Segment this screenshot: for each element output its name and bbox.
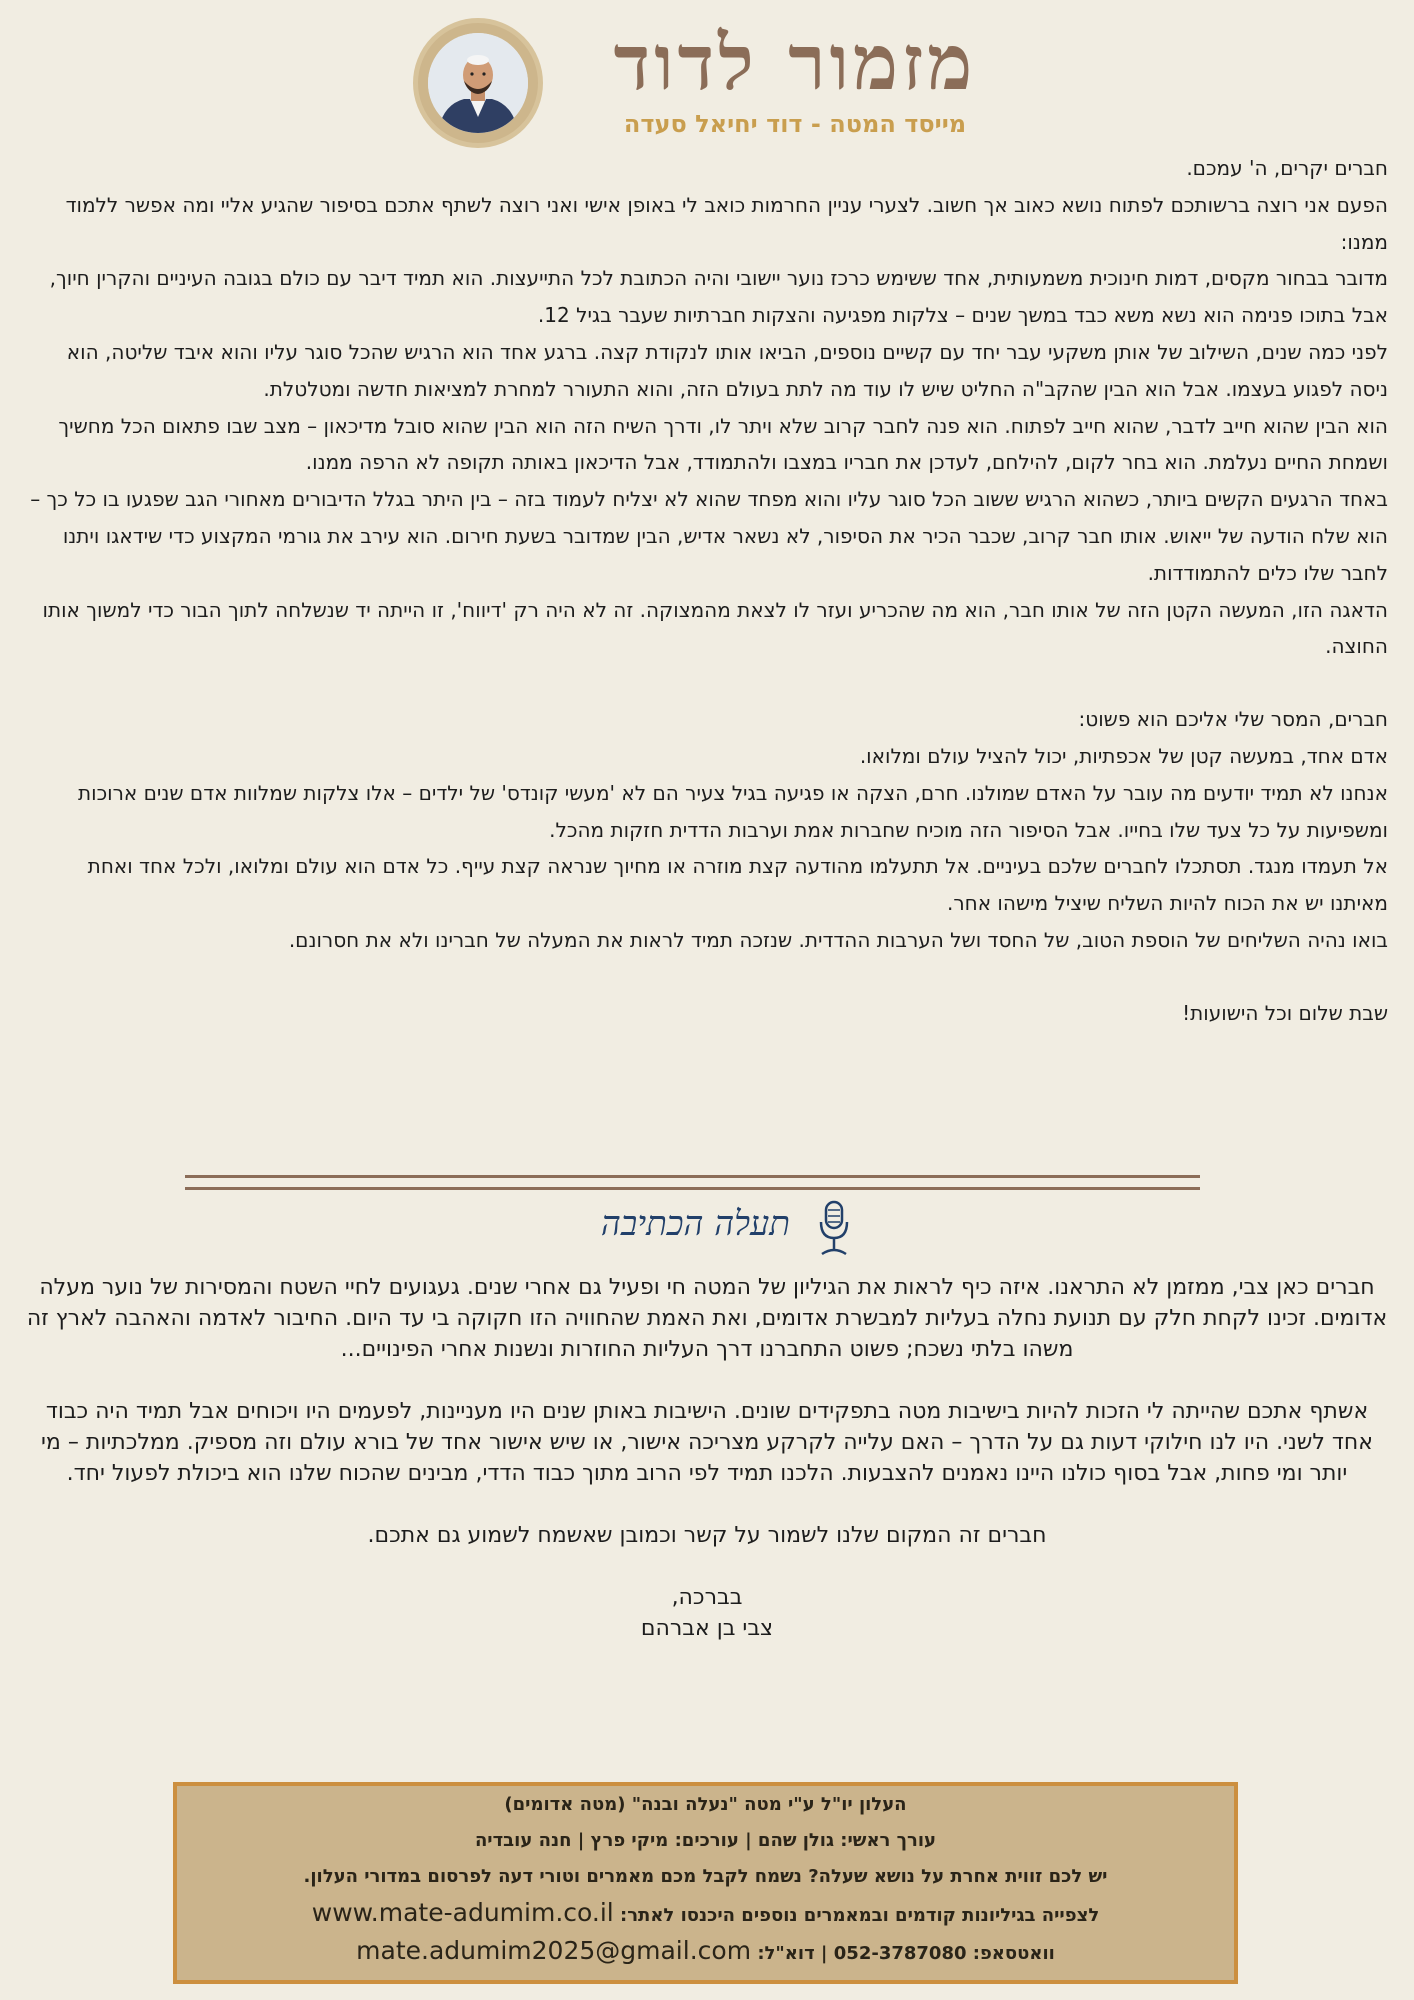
- masthead-subtitle: מייסד המטה - דוד יחיאל סעדה: [623, 110, 967, 138]
- article-paragraph: חברים יקרים, ה' עמכם.: [1186, 156, 1388, 180]
- column-paragraph: חברים זה המקום שלנו לשמור על קשר וכמובן שאשמח לשמוע גם אתכם.: [367, 1523, 1047, 1548]
- footer-publisher: העלון יו"ל ע"י מטה "נעלה ובנה" (מטה אדומים): [504, 1794, 907, 1815]
- article-paragraph: הדאגה הזו, המעשה הקטן הזה של אותו חבר, הוא מה שהכריע ועזר לו לצאת מהמצוקה. זה לא היה רק 'דיווח', זו הייתה יד שנשלחה לתוך הבור כדי למשוך אותו החוצה.: [42, 597, 1388, 659]
- article-paragraph: הוא הבין שהוא חייב לדבר, שהוא חייב לפתוח. הוא פנה לחבר קרוב שלא ויתר לו, ודרך השיח הזה הוא הבין שהוא סובל מדיכאון – מצב שבו פתאום הכל מחשיך ושמחת החיים נעלמת. הוא בחר לקום, להילחם, לעדכן את חבריו במצבו ולהתמודד, אבל הדיכאון באותה תקופה לא הרפה ממנו.: [58, 413, 1388, 475]
- article-paragraph: חברים, המסר שלי אליכם הוא פשוט:: [1078, 707, 1388, 732]
- article-closing: שבת שלום וכל הישועות!: [1182, 1000, 1388, 1025]
- article-paragraph: מדובר בבחור מקסים, דמות חינוכית משמעותית, אחד ששימש כרכז נוער יישובי והיה הכתובת לכל התייעצות. הוא תמיד דיבר עם כולם בגובה העיניים והקרין חיוך, אבל בתוכו פנימה הוא נשא משא כבד במשך שנים – צלקות מפגיעה והצקות חברתיות שעבר בגיל 12.: [49, 266, 1388, 328]
- guest-column: [24, 1272, 1390, 1644]
- masthead: [0, 12, 1414, 154]
- article-paragraph: לפני כמה שנים, השילוב של אותן משקעי עבר יחד עם קשיים נוספים, הביאו אותו לנקודת קצה. ברגע אחד הוא הרגיש שהכל סוגר עליו והוא איבד שליטה, הוא ניסה לפגוע בעצמו. אבל הוא הבין שהקב"ה החליט שיש לו עוד מה לתת בעולם הזה, והוא התעורר למחרת למציאות חדשה ומטלטלת.: [66, 339, 1388, 401]
- avatar: [413, 18, 543, 148]
- divider: [185, 1187, 1200, 1190]
- column-author: צבי בן אברהם: [640, 1616, 774, 1641]
- website-link[interactable]: www.mate-adumim.co.il: [311, 1898, 614, 1927]
- footer-invite: יש לכם זווית אחרת על נושא שעלה? נשמח לקבל מכם מאמרים וטורי דעה לפרסום במדורי העלון.: [303, 1866, 1108, 1887]
- column-signoff: בברכה,: [671, 1585, 743, 1610]
- microphone-icon: [814, 1200, 854, 1260]
- footer-website-label: לצפייה בגיליונות קודמים ובמאמרים נוספים היכנסו לאתר:: [620, 1905, 1100, 1926]
- column-paragraph: חברים כאן צבי, ממזמן לא התראנו. איזה כיף לראות את הגיליון של המטה חי ופעיל גם אחרי שנים. געגועים לחיי השטח והמסירות של נוער מעלה אדומים. זכינו לקחת חלק עם תנועת נחלה בעליות למבשרת אדומים, ואת האמת שהחוויה הזו חקוקה בי עד היום. החיבור לאדמה והאהבה לארץ זה משהו בלתי נשכח; פשוט התחברנו דרך העליות החוזרות ונשנות אחרי הפינויים...: [26, 1275, 1388, 1362]
- divider: [185, 1175, 1200, 1178]
- column-title: תעלה הכתיבה: [600, 1204, 790, 1244]
- footer-contact-label: וואטסאפ: 052-3787080 | דוא"ל:: [757, 1943, 1055, 1964]
- footer-website-line: [177, 1898, 1234, 1927]
- article-paragraph: אנחנו לא תמיד יודעים מה עובר על האדם שמולנו. חרם, הצקה או פגיעה בגיל צעיר הם לא 'מעשי קונדס' של ילדים – אלו צלקות שמלוות אדם שנים ארוכות ומשפיעות על כל צעד שלו בחייו. אבל הסיפור הזה מוכיח שחברות אמת וערבות הדדית חזקות מהכל.: [78, 780, 1388, 842]
- article-paragraph: הפעם אני רוצה ברשותכם לפתוח נושא כאוב אך חשוב. לצערי עניין החרמות כואב לי באופן אישי ואני רוצה לשתף אתכם בסיפור שהגיע אליי ומה אפשר ללמוד ממנו:: [65, 192, 1388, 254]
- footer-editors: עורך ראשי: גולן שהם | עורכים: מיקי פרץ | חנה עובדיה: [474, 1830, 937, 1851]
- masthead-title: מזמור לדוד: [613, 18, 977, 107]
- column-paragraph: אשתף אתכם שהייתה לי הזכות להיות בישיבות מטה בתפקידים שונים. הישיבות באותן שנים היו מעניינות, לפעמים היו ויכוחים אבל תמיד היה כבוד אחד לשני. היו לנו חילוקי דעות גם על הדרך – האם עלייה לקרקע מצריכה אישור, או שיש אישור אחד של בורא עולם וזה מספיק. ממלכתיות – מי יותר ומי פחות, אבל בסוף כולנו היינו נאמנים להצבעות. הלכנו תמיד לפי הרוב מתוך כבוד הדדי, מבינים שהכוח שלנו הוא ביכולת לפעול יחד.: [41, 1399, 1373, 1486]
- article-paragraph: בואו נהיה השליחים של הוספת הטוב, של החסד ושל הערבות ההדדית. שנזכה תמיד לראות את המעלה של חברינו ולא את חסרונם.: [288, 927, 1388, 952]
- portrait-photo-icon: [428, 33, 528, 133]
- footer-contact-line: [177, 1936, 1234, 1965]
- footer-info-box: [173, 1782, 1238, 1984]
- column-header: [540, 1200, 900, 1260]
- article-paragraph: אל תעמדו מנגד. תסתכלו לחברים שלכם בעיניים. אל תתעלמו מהודעה קצת מוזרה או מחיוך שנראה קצת עייף. כל אדם הוא עולם ומלואו, ולכל אחד ואחת מאיתנו יש את הכוח להיות השליח שיציל מישהו אחר.: [87, 854, 1388, 916]
- article-paragraph: אדם אחד, במעשה קטן של אכפתיות, יכול להציל עולם ומלואו.: [859, 743, 1388, 768]
- email-link[interactable]: mate.adumim2025@gmail.com: [356, 1936, 752, 1965]
- article-paragraph: באחד הרגעים הקשים ביותר, כשהוא הרגיש ששוב הכל סוגר עליו והוא מפחד שהוא לא יצליח לעמוד בזה – בין היתר בגלל הדיבורים מאחורי הגב שפגעו בו כל כך – הוא שלח הודעה של ייאוש. אותו חבר קרוב, שכבר הכיר את הסיפור, לא נשאר אדיש, הבין שמדובר בשעת חירום. הוא עירב את גורמי המקצוע כדי שידאגו ויתנו לחבר שלו כלים להתמודדות.: [30, 487, 1388, 585]
- main-article: [26, 150, 1388, 1032]
